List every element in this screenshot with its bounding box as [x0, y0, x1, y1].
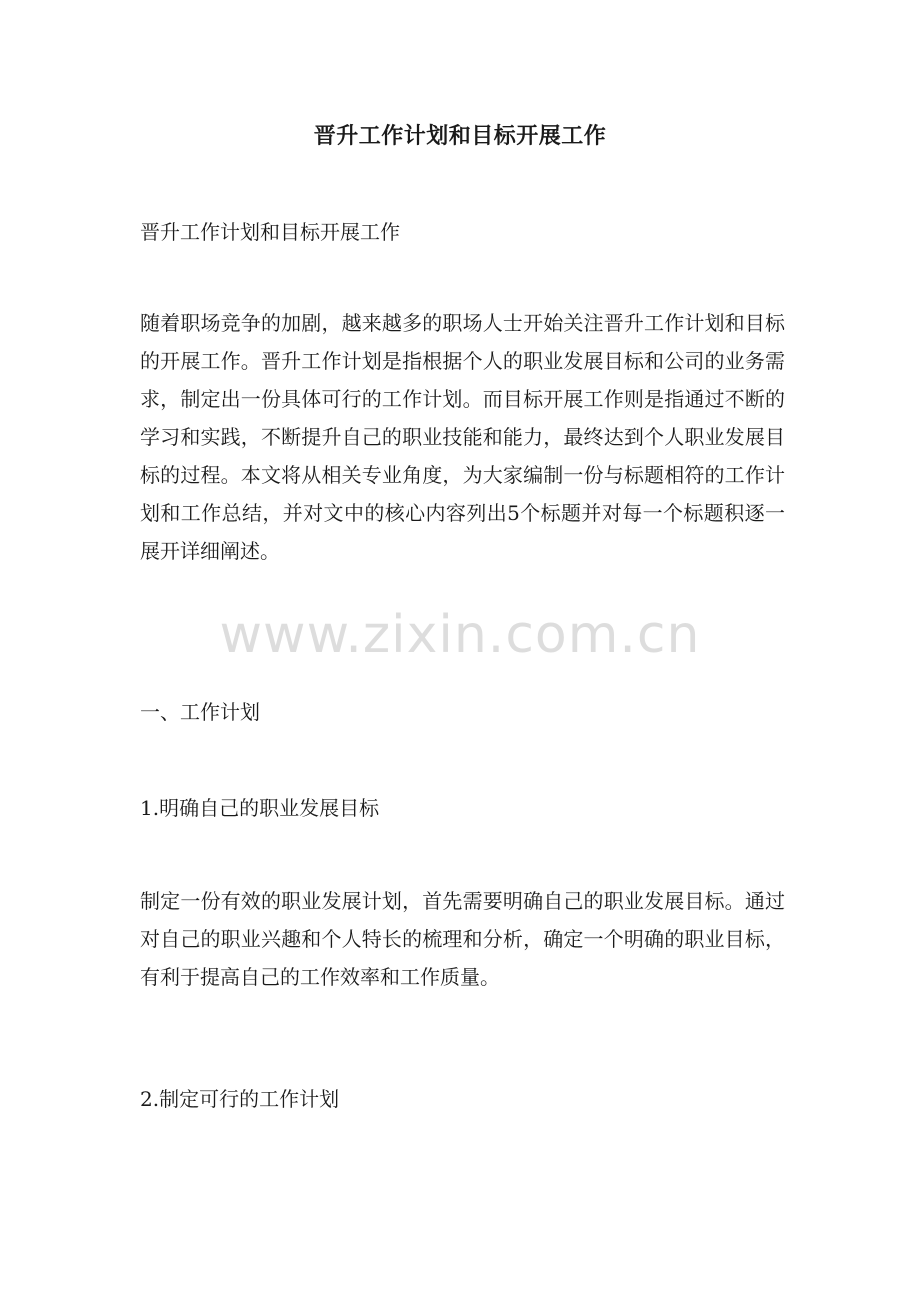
- watermark: www.zixin.com.cn: [219, 605, 701, 665]
- subheading-feasible-plan: 2.制定可行的工作计划: [140, 1087, 340, 1111]
- document-title: 晋升工作计划和目标开展工作: [313, 123, 607, 149]
- subheading-career-goal: 1.明确自己的职业发展目标: [140, 796, 380, 820]
- intro-paragraph: 随着职场竞争的加剧，越来越多的职场人士开始关注晋升工作计划和目标的开展工作。晋升工作计划是指根据个人的职业发展目标和公司的业务需求，制定出一份具体可行的工作计划。而目标开展工作则是指通过不断的学习和实践，不断提升自己的职业技能和能力，最终达到个人职业发展目标的过程。本文将从相关专业角度，为大家编制一份与标题相符的工作计划和工作总结，并对文中的核心内容列出5个标题并对每一个标题积逐一展开详细阐述。: [140, 311, 785, 563]
- section-heading-work-plan: 一、工作计划: [140, 700, 260, 724]
- document-subtitle: 晋升工作计划和目标开展工作: [140, 220, 400, 244]
- paragraph-career-goal: 制定一份有效的职业发展计划，首先需要明确自己的职业发展目标。通过对自己的职业兴趣和个人特长的梳理和分析，确定一个明确的职业目标，有利于提高自己的工作效率和工作质量。: [140, 889, 785, 989]
